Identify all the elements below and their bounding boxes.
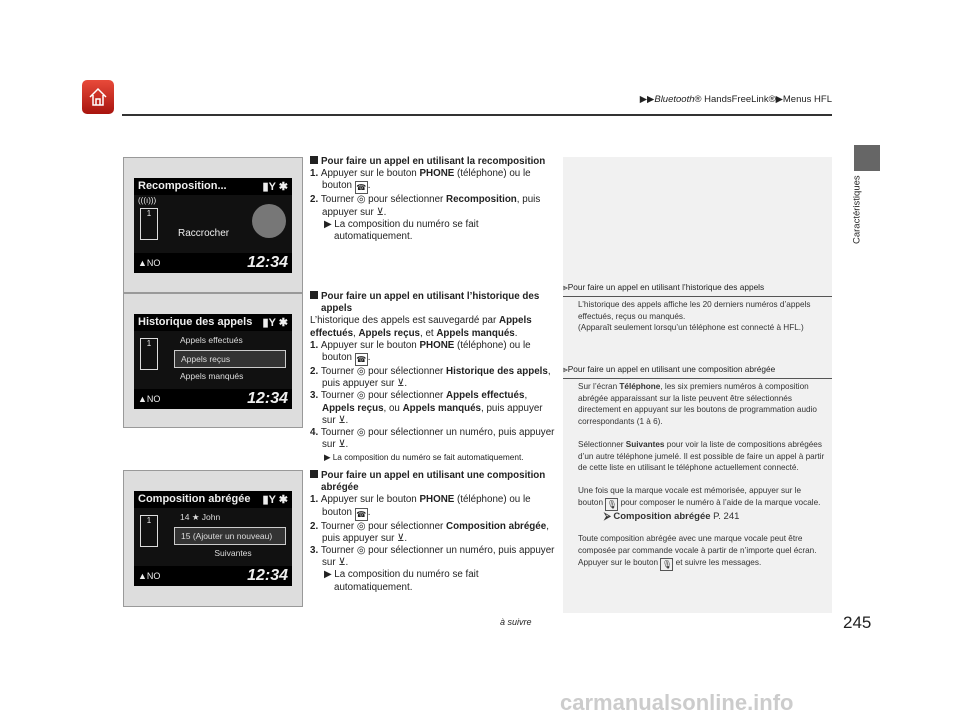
menu-item[interactable]: Appels effectués xyxy=(180,335,243,345)
status-icons: ▮Y ✱ xyxy=(262,181,288,193)
section-recomposition: Pour faire un appel en utilisant la recomposition 1. Appuyer sur le bouton PHONE (téléphone) ou le bouton ☎ . 2. Tourner ◎ pour sélectionner Recomposition, puis appuyer sur ⊻. ▶ La composition du numéro se fait automatiquement. xyxy=(310,156,558,243)
home-icon xyxy=(88,87,108,107)
screen-title: Composition abrégée xyxy=(138,493,251,505)
section-heading: Pour faire un appel en utilisant la recomposition xyxy=(310,156,558,168)
screen-speed-dial xyxy=(123,470,303,607)
compass: ▲NO xyxy=(138,571,161,581)
clock: 12:34 xyxy=(247,390,288,407)
talk-button-icon: 🎙 xyxy=(606,499,617,509)
phone-icon: 1 xyxy=(140,208,158,240)
note-body-history: L’historique des appels affiche les 20 derniers numéros d’appels effectués, reçus ou manqués. (Apparaît seulement lorsqu’un téléphone est connecté à HFL.) xyxy=(578,300,811,333)
menu-item-selected[interactable]: Appels reçus xyxy=(174,350,286,368)
phone-icon: 1 xyxy=(140,515,158,547)
selector-knob-icon: ◎ xyxy=(356,194,366,206)
menu-item-selected[interactable]: 15 (Ajouter un nouveau) xyxy=(174,527,286,545)
compass: ▲NO xyxy=(138,394,161,404)
continued-label: à suivre xyxy=(500,617,532,627)
cross-reference-link[interactable]: Composition abrégée xyxy=(613,510,711,522)
note-body-speed-dial: Sur l’écran Téléphone, les six premiers numéros à composition abrégée apparaissant sur la liste peuvent être sélectionnés directement en appuyant sur les boutons de programmation audio correspondants (1 à 6). Sélectionner Suivantes pour voir la liste de compositions abrégées d’un autre téléphone jumelé. Il est possible de faire un appel à partir de cette liste en utilisant le téléphone actuellement connecté. Une fois que la marque vocale est mémorisée, appuyer sur le bouton 🎙 pour composer le numéro à l’aide de la marque vocale. ⮚ Composition abrégée P. 241 Toute composition abrégée avec une marque vocale peut être composée par commande vocale à partir de n’importe quel écran. Appuyer sur le bouton 🎙 et suivre les messages. xyxy=(578,382,825,569)
compass: ▲NO xyxy=(138,258,161,268)
home-button[interactable] xyxy=(82,80,114,114)
section-speed-dial: Pour faire un appel en utilisant une composition abrégée 1. Appuyer sur le bouton PHONE (téléphone) ou le bouton ☎ . 2. Tourner ◎ pour sélectionner Composition abrégée, puis appuyer sur ⊻. 3. Tourner ◎ pour sélectionner un numéro, puis appuyer sur ⊻. ▶ La composition du numéro se fait automatiquement. xyxy=(310,470,558,594)
menu-item[interactable]: 14 ★ John xyxy=(180,512,221,522)
header-divider xyxy=(122,114,832,116)
breadcrumb-menus[interactable]: Menus HFL xyxy=(782,94,832,105)
section-heading: Pour faire un appel en utilisant l’historique des appels xyxy=(310,291,558,315)
note-heading-history: ⪢Pour faire un appel en utilisant l’historique des appels xyxy=(563,282,832,297)
status-icons: ▮Y ✱ xyxy=(262,494,288,506)
screen-call-history xyxy=(123,293,303,428)
phone-button-icon: ☎ xyxy=(356,509,367,519)
screen-title: Historique des appels xyxy=(138,316,253,328)
hang-up-label: Raccrocher xyxy=(178,228,230,239)
note-heading-speed-dial: ⪢Pour faire un appel en utilisant une composition abrégée xyxy=(563,364,832,379)
section-tab-label[interactable]: Caractéristiques xyxy=(851,175,863,244)
watermark: carmanualsonline.info xyxy=(560,690,794,715)
menu-item[interactable]: Suivantes xyxy=(214,548,252,558)
status-icons: ▮Y ✱ xyxy=(262,317,288,329)
menu-item[interactable]: Appels manqués xyxy=(180,371,244,381)
page-number: 245 xyxy=(843,613,872,632)
phone-button-icon: ☎ xyxy=(356,355,367,365)
breadcrumb-bluetooth[interactable]: Bluetooth xyxy=(654,94,695,105)
phone-button-icon: ☎ xyxy=(356,183,367,193)
section-tab-marker xyxy=(854,145,880,171)
talk-button-icon: 🎙 xyxy=(661,559,672,569)
breadcrumb-hfl[interactable]: ® HandsFreeLink® xyxy=(694,94,776,105)
screen-title: Recomposition... xyxy=(138,180,227,192)
clock: 12:34 xyxy=(247,567,288,584)
phone-icon: 1 xyxy=(140,338,158,370)
section-call-history: Pour faire un appel en utilisant l’historique des appels L’historique des appels est sauvegardé par Appels effectués, Appels reçus, et Appels manqués. 1. Appuyer sur le bouton PHONE (téléphone) ou le bouton ☎ . 2. Tourner ◎ pour sélectionner Historique des appels, puis appuyer sur ⊻. 3. Tourner ◎ pour sélectionner Appels effectués, Appels reçus, ou Appels manqués, puis appuyer sur ⊻. 4. Tourner ◎ pour sélectionner un numéro, puis appuyer sur ⊻. ▶ La composition du numéro se fait automatiquement. xyxy=(310,291,558,464)
clock: 12:34 xyxy=(247,254,288,271)
steering-wheel-icon xyxy=(252,204,286,238)
press-icon: ⊻ xyxy=(376,206,384,218)
screen-recomposition xyxy=(123,157,303,293)
section-heading: Pour faire un appel en utilisant une composition abrégée xyxy=(310,470,558,494)
breadcrumb: ▶▶Bluetooth® HandsFreeLink®▶Menus HFL xyxy=(639,94,832,105)
signal-icon: (((ı))) xyxy=(138,196,157,205)
